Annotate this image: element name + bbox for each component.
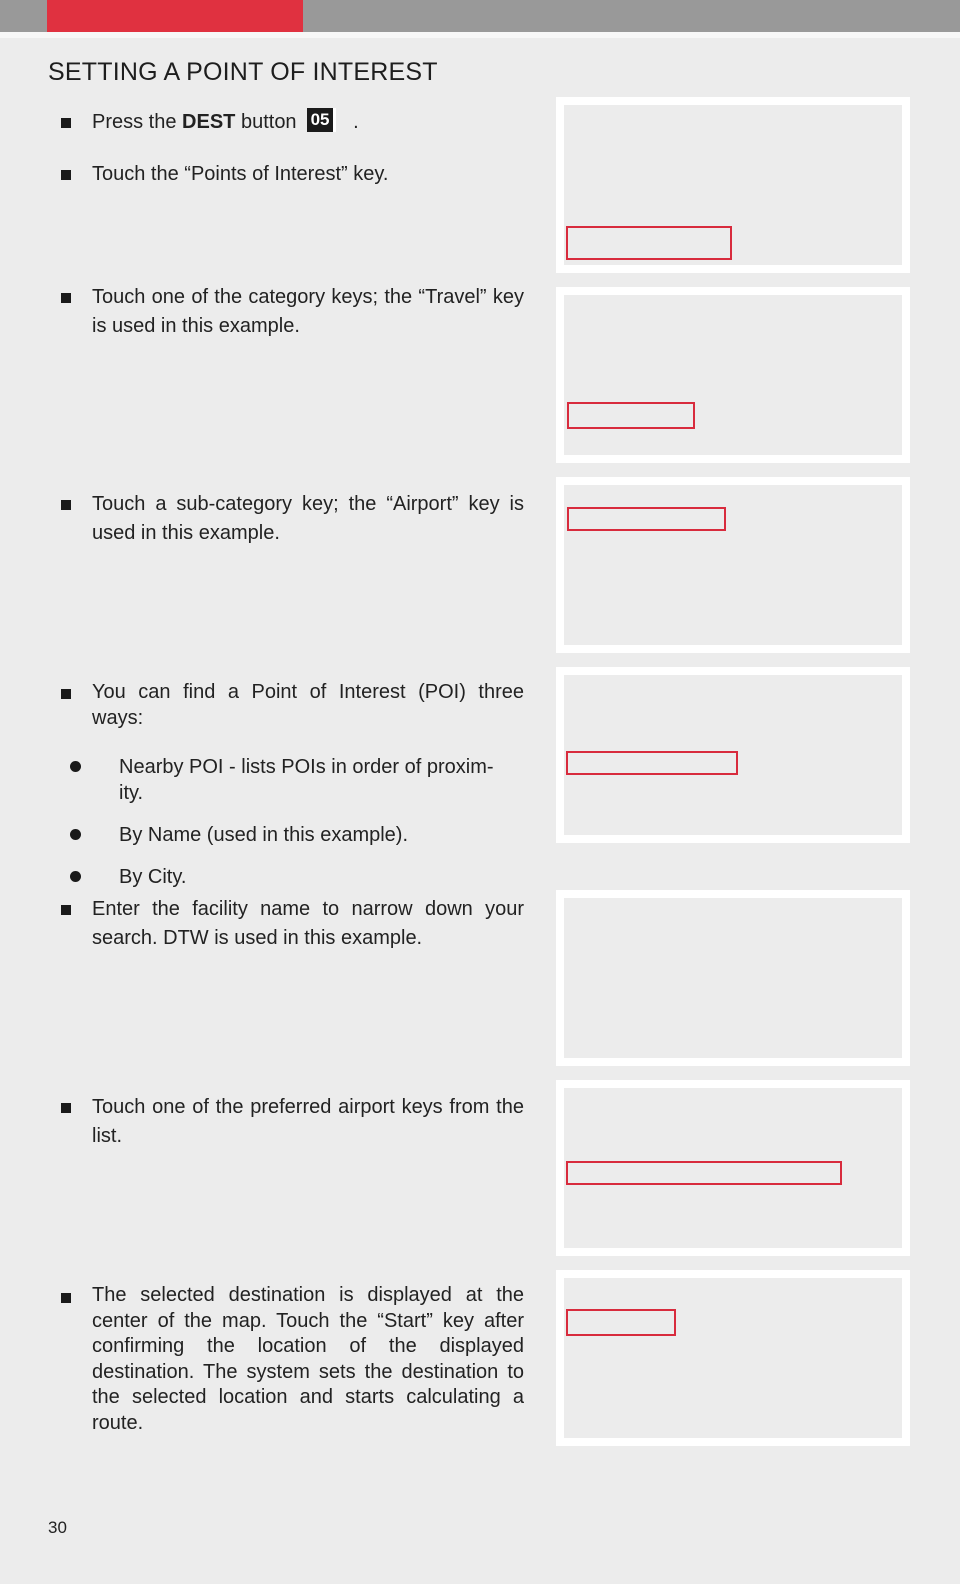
bullet-dot-icon — [70, 761, 81, 772]
dest-button-label: DEST — [182, 111, 236, 133]
bullet-square-icon — [61, 905, 71, 915]
step-text: Enter the facility name to narrow down your search. DTW is used in this example. — [92, 898, 524, 949]
sub-bullet-text: ity. — [119, 782, 144, 804]
top-bar-divider — [0, 32, 960, 38]
step-text: Touch a sub-category key; the “Airport” key is used in this example. — [92, 493, 524, 544]
screen-image-subcategory — [556, 477, 910, 653]
screen-image-area — [564, 295, 902, 455]
bullet-square-icon — [61, 1103, 71, 1113]
screen-image-category — [556, 287, 910, 463]
bullet-square-icon — [61, 118, 71, 128]
step-press-dest — [58, 108, 524, 137]
sub-bullet-text: By City. — [119, 866, 187, 888]
screen-image-keyboard — [556, 890, 910, 1066]
step-text: Press the DEST button 05 . — [92, 110, 359, 133]
sub-bullet-text: By Name (used in this example). — [119, 824, 409, 846]
highlight-box — [567, 402, 695, 429]
highlight-box — [566, 1309, 676, 1336]
bullet-square-icon — [61, 1293, 71, 1303]
bullet-dot-icon — [70, 829, 81, 840]
highlight-box — [567, 507, 726, 531]
step-text: The selected destination is displayed at the center of the map. Touch the “Start” key after confirming the location of the displayed destination. The system sets the destination to the selected location and starts calculating a route. — [92, 1284, 524, 1434]
bullet-square-icon — [61, 689, 71, 699]
step-poi-ways — [58, 679, 524, 731]
highlight-box — [566, 1161, 842, 1185]
button-number-badge: 05 — [307, 108, 337, 132]
bullet-square-icon — [61, 293, 71, 303]
sub-bullet-nearby — [66, 754, 524, 806]
sub-bullet-name — [66, 822, 524, 848]
page-title: SETTING A POINT OF INTEREST — [48, 58, 438, 86]
screen-image-map — [556, 1270, 910, 1446]
page-number: 30 — [48, 1518, 67, 1537]
step-text: You can find a Point of Interest (POI) three ways: — [92, 681, 524, 729]
step-airport-key — [58, 1093, 524, 1151]
step-start-route — [58, 1283, 524, 1436]
screen-image-poi-method — [556, 667, 910, 843]
step-text: Touch one of the category keys; the “Travel” key is used in this example. — [92, 286, 524, 337]
highlight-box — [566, 751, 738, 775]
step-text: Touch the “Points of Interest” key. — [92, 163, 389, 185]
screen-image-airport-list — [556, 1080, 910, 1256]
highlight-box — [566, 226, 732, 260]
screen-image-area — [564, 898, 902, 1058]
bullet-square-icon — [61, 170, 71, 180]
bullet-square-icon — [61, 500, 71, 510]
step-category — [58, 283, 524, 341]
step-text: Touch one of the preferred airport keys from the list. — [92, 1096, 524, 1147]
step-subcategory — [58, 490, 524, 548]
step-enter-name — [58, 895, 524, 953]
bullet-dot-icon — [70, 871, 81, 882]
step-touch-poi — [58, 160, 524, 189]
screen-image-area — [564, 1278, 902, 1438]
top-bar — [0, 0, 960, 32]
sub-bullet-text: Nearby POI - lists POIs in order of proxim- — [119, 756, 494, 778]
top-bar-accent — [47, 0, 303, 32]
sub-bullet-city — [66, 864, 524, 890]
screen-image-destination — [556, 97, 910, 273]
